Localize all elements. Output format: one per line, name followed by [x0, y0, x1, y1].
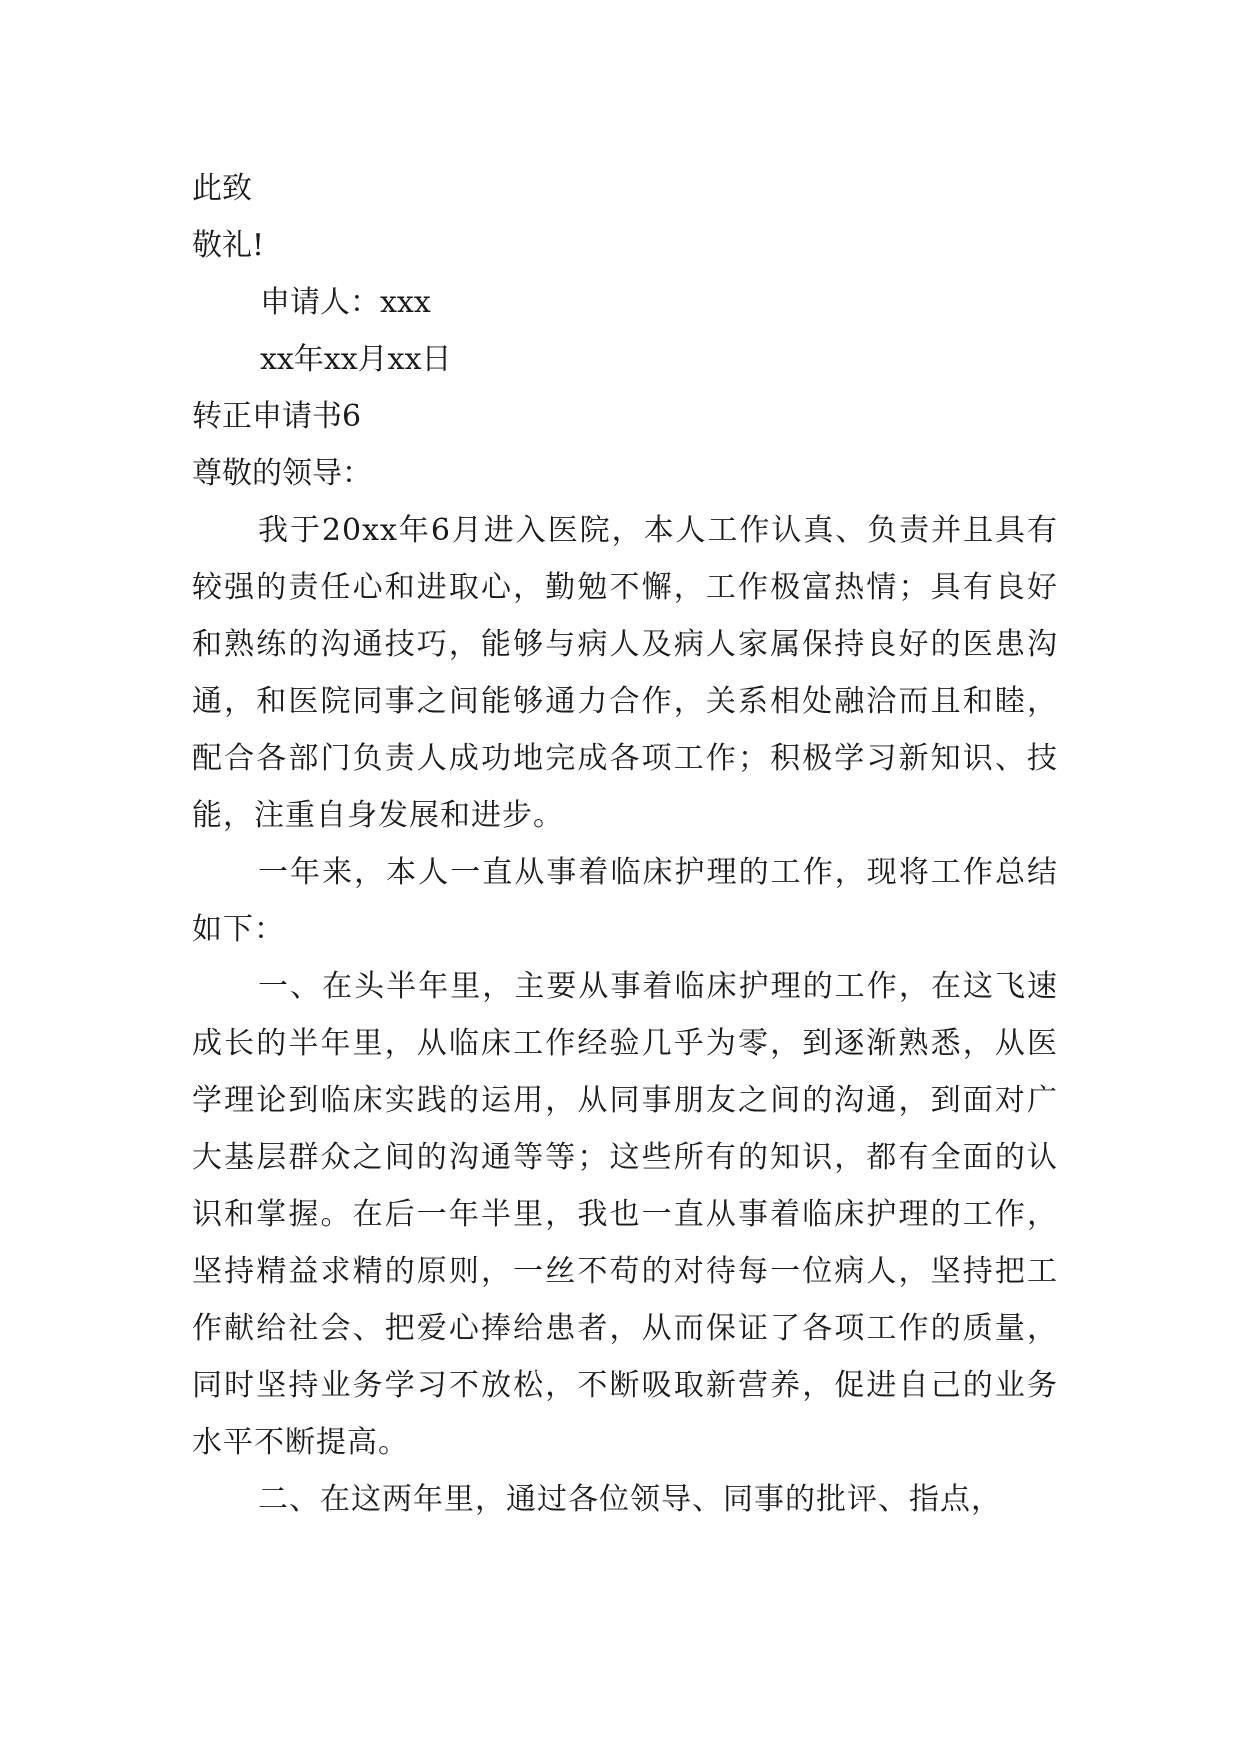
paragraph-2: 一年来，本人一直从事着临床护理的工作，现将工作总结如下：	[192, 855, 1058, 947]
document-body	[192, 160, 1058, 1528]
applicant-line: 申请人：xxx	[260, 285, 431, 320]
paragraph-4: 二、在这两年里，通过各位领导、同事的批评、指点，	[258, 1482, 1002, 1517]
closing-line-1: 此致	[192, 171, 252, 206]
closing-line-2: 敬礼!	[192, 228, 265, 263]
paragraph-3: 一、在头半年里，主要从事着临床护理的工作，在这飞速成长的半年里，从临床工作经验几乎为零，到逐渐熟悉，从医学理论到临床实践的运用，从同事朋友之间的沟通，到面对广大基层群众之间的沟通等等；这些所有的知识，都有全面的认识和掌握。在后一年半里，我也一直从事着临床护理的工作，坚持精益求精的原则，一丝不苟的对待每一位病人，坚持把工作献给社会、把爱心捧给患者，从而保证了各项工作的质量，同时坚持业务学习不放松，不断吸取新营养，促进自己的业务水平不断提高。	[192, 969, 1058, 1460]
salutation: 尊敬的领导：	[192, 456, 372, 491]
date-line: xx年xx月xx日	[260, 342, 452, 377]
paragraph-1: 我于20xx年6月进入医院，本人工作认真、负责并且具有较强的责任心和进取心，勤勉不懈，工作极富热情；具有良好和熟练的沟通技巧，能够与病人及病人家属保持良好的医患沟通，和医院同事之间能够通力合作，关系相处融洽而且和睦，配合各部门负责人成功地完成各项工作；积极学习新知识、技能，注重自身发展和进步。	[192, 513, 1058, 833]
section-title: 转正申请书6	[192, 399, 362, 434]
